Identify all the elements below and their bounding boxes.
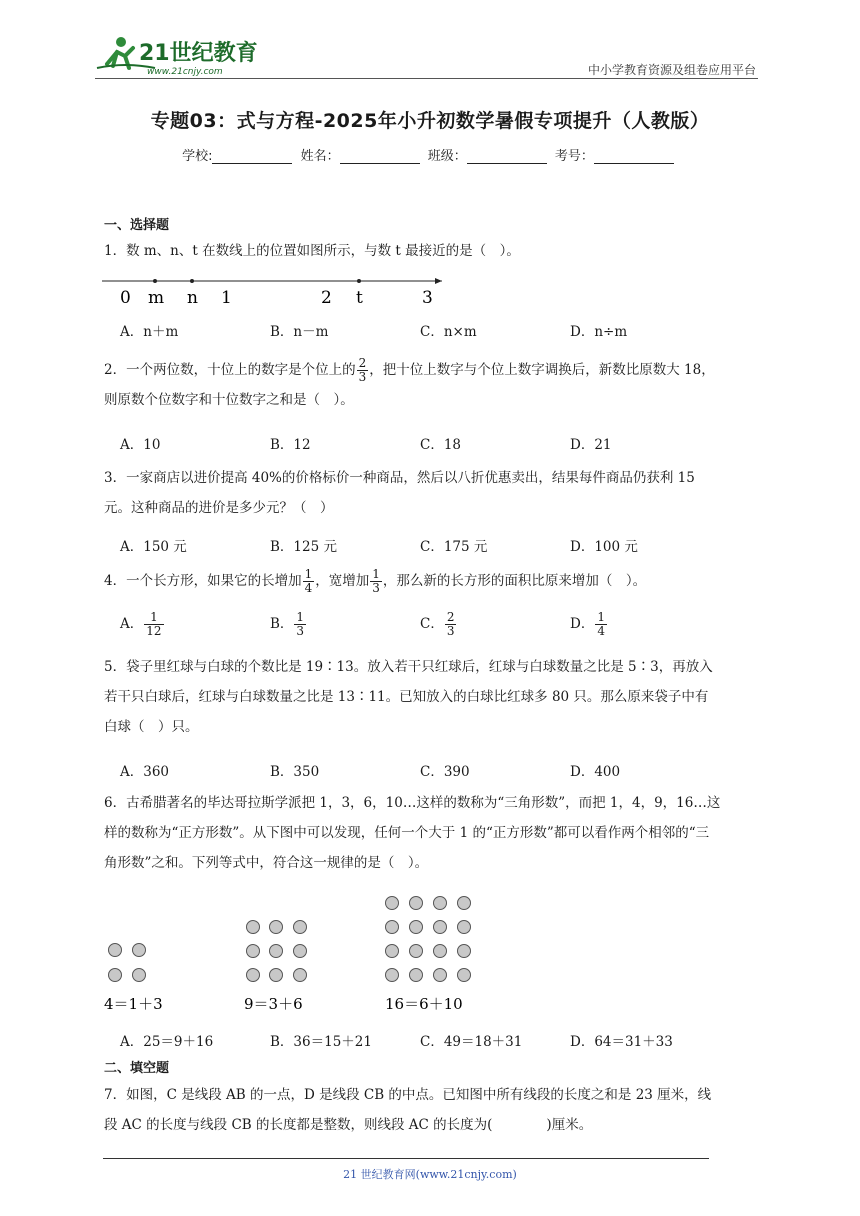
id-field[interactable] bbox=[594, 149, 674, 164]
option-d[interactable]: D．64＝31＋33 bbox=[570, 1034, 673, 1050]
option-d[interactable]: D．21 bbox=[570, 437, 612, 453]
nl-label-2: 2 bbox=[321, 288, 332, 306]
question-1: 1．数 m、n、t 在数线上的位置如图所示，与数 t 最接近的是（ ）。 bbox=[104, 243, 520, 259]
svg-text:21世纪教育: 21世纪教育 bbox=[139, 41, 258, 66]
footer-divider bbox=[103, 1158, 709, 1159]
option-c[interactable]: C．175 元 bbox=[420, 539, 488, 555]
q6-options bbox=[120, 1030, 760, 1050]
class-field[interactable] bbox=[467, 149, 547, 164]
section-heading-fill: 二、填空题 bbox=[104, 1061, 170, 1076]
nl-label-t: t bbox=[356, 288, 363, 306]
school-field[interactable] bbox=[212, 149, 292, 164]
header-divider bbox=[95, 78, 758, 79]
page-title: 专题03：式与方程-2025年小升初数学暑假专项提升（人教版） bbox=[150, 110, 710, 132]
option-a[interactable]: A．25＝9＋16 bbox=[120, 1034, 214, 1050]
question-3: 3．一家商店以进价提高 40%的价格标价一种商品，然后以八折优惠卖出，结果每件商品仍获利 15 元。这种商品的进价是多少元？（ ） bbox=[104, 470, 695, 516]
name-field[interactable] bbox=[340, 149, 420, 164]
footer-text: 21 世纪教育网(www.21cnjy.com) bbox=[343, 1168, 517, 1181]
q4-options bbox=[120, 611, 760, 638]
option-a[interactable]: A．10 bbox=[120, 437, 161, 453]
question-5: 5．袋子里红球与白球的个数比是 19∶13。放入若干只红球后，红球与白球数量之比是 5∶3，再放入 若干只白球后，红球与白球数量之比是 13∶11。已知放入的白球比红球多 80 只。那么原来袋子中有 白球（ ）只。 bbox=[104, 659, 713, 735]
option-d[interactable]: D． $\frac{1}{4}$ bbox=[570, 610, 605, 638]
fraction: $\frac{1}{3}$ bbox=[372, 567, 380, 595]
option-b[interactable]: B．36＝15＋21 bbox=[270, 1034, 372, 1050]
option-c[interactable]: C．n×m bbox=[420, 324, 477, 340]
option-c[interactable]: C．18 bbox=[420, 437, 462, 453]
option-b[interactable]: B．125 元 bbox=[270, 539, 337, 555]
option-d[interactable]: D．400 bbox=[570, 764, 621, 780]
question-7: 7．如图，C 是线段 AB 的一点，D 是线段 CB 的中点。已知图中所有线段的长度之和是 23 厘米，线 段 AC 的长度与线段 CB 的长度都是整数，则线段 AC 的长度为( )厘米。 bbox=[104, 1087, 712, 1133]
id-label: 考号： bbox=[554, 149, 594, 164]
question-4: 4．一个长方形，如果它的长增加 $\frac{1}{4}$ ，宽增加 $\frac{1}{3}$ ，那么新的长方形的面积比原来增加（ ）。 bbox=[104, 567, 647, 595]
fraction: $\frac{2}{3}$ bbox=[358, 356, 367, 384]
logo bbox=[95, 34, 265, 78]
class-label: 班级： bbox=[427, 149, 467, 164]
nl-label-m: m bbox=[148, 288, 165, 306]
question-6: 6．古希腊著名的毕达哥拉斯学派把 1，3，6，10…这样的数称为“三角形数”，而把 1，4，9，16…这 样的数称为“正方形数”。从下图中可以发现，任何一个大于 1 的“正方形数”都可以看作两个相邻的“三 角形数”之和。下列等式中，符合这一规律的是（ ）。 bbox=[104, 795, 721, 871]
caption-16: 16＝6＋10 bbox=[385, 995, 463, 1013]
option-b[interactable]: B．n－m bbox=[270, 324, 329, 340]
question-2: 2．一个两位数，十位上的数字是个位上的 $\frac{2}{3}$ ，把十位上数字与个位上数字调换后，新数比原数大 18， 则原数个位数字和十位数字之和是（ ）。 bbox=[104, 356, 715, 408]
fraction: $\frac{1}{4}$ bbox=[304, 567, 313, 595]
nl-label-0: 0 bbox=[120, 288, 131, 306]
option-c[interactable]: C． $\frac{2}{3}$ bbox=[420, 610, 455, 638]
option-a[interactable]: A．150 元 bbox=[120, 539, 187, 555]
option-b[interactable]: B． $\frac{1}{3}$ bbox=[270, 610, 305, 638]
q3-options bbox=[120, 535, 760, 555]
option-d[interactable]: D．n÷m bbox=[570, 324, 628, 340]
svg-text:www.21cnjy.com: www.21cnjy.com bbox=[147, 67, 223, 77]
option-c[interactable]: C．390 bbox=[420, 764, 470, 780]
logo-runner-icon bbox=[95, 34, 265, 78]
student-info bbox=[0, 145, 860, 164]
option-d[interactable]: D．100 元 bbox=[570, 539, 638, 555]
option-b[interactable]: B．12 bbox=[270, 437, 311, 453]
school-label: 学校: bbox=[182, 149, 213, 164]
option-b[interactable]: B．350 bbox=[270, 764, 320, 780]
option-a[interactable]: A．n＋m bbox=[120, 324, 179, 340]
q1-options bbox=[120, 320, 760, 340]
platform-name: 中小学教育资源及组卷应用平台 bbox=[587, 63, 756, 77]
nl-label-1: 1 bbox=[221, 288, 232, 306]
section-heading-choice: 一、选择题 bbox=[104, 218, 170, 233]
nl-label-n: n bbox=[187, 288, 198, 306]
name-label: 姓名： bbox=[300, 149, 340, 164]
number-line bbox=[100, 270, 450, 306]
option-a[interactable]: A．360 bbox=[120, 764, 170, 780]
option-a[interactable]: A． $\frac{1}{12}$ bbox=[120, 610, 162, 638]
nl-label-3: 3 bbox=[422, 288, 433, 306]
q2-options bbox=[120, 433, 760, 453]
square-number-figure bbox=[104, 890, 484, 1020]
caption-9: 9＝3＋6 bbox=[244, 995, 303, 1013]
caption-4: 4＝1＋3 bbox=[104, 995, 163, 1013]
q5-options bbox=[120, 760, 760, 780]
option-c[interactable]: C．49＝18＋31 bbox=[420, 1034, 523, 1050]
